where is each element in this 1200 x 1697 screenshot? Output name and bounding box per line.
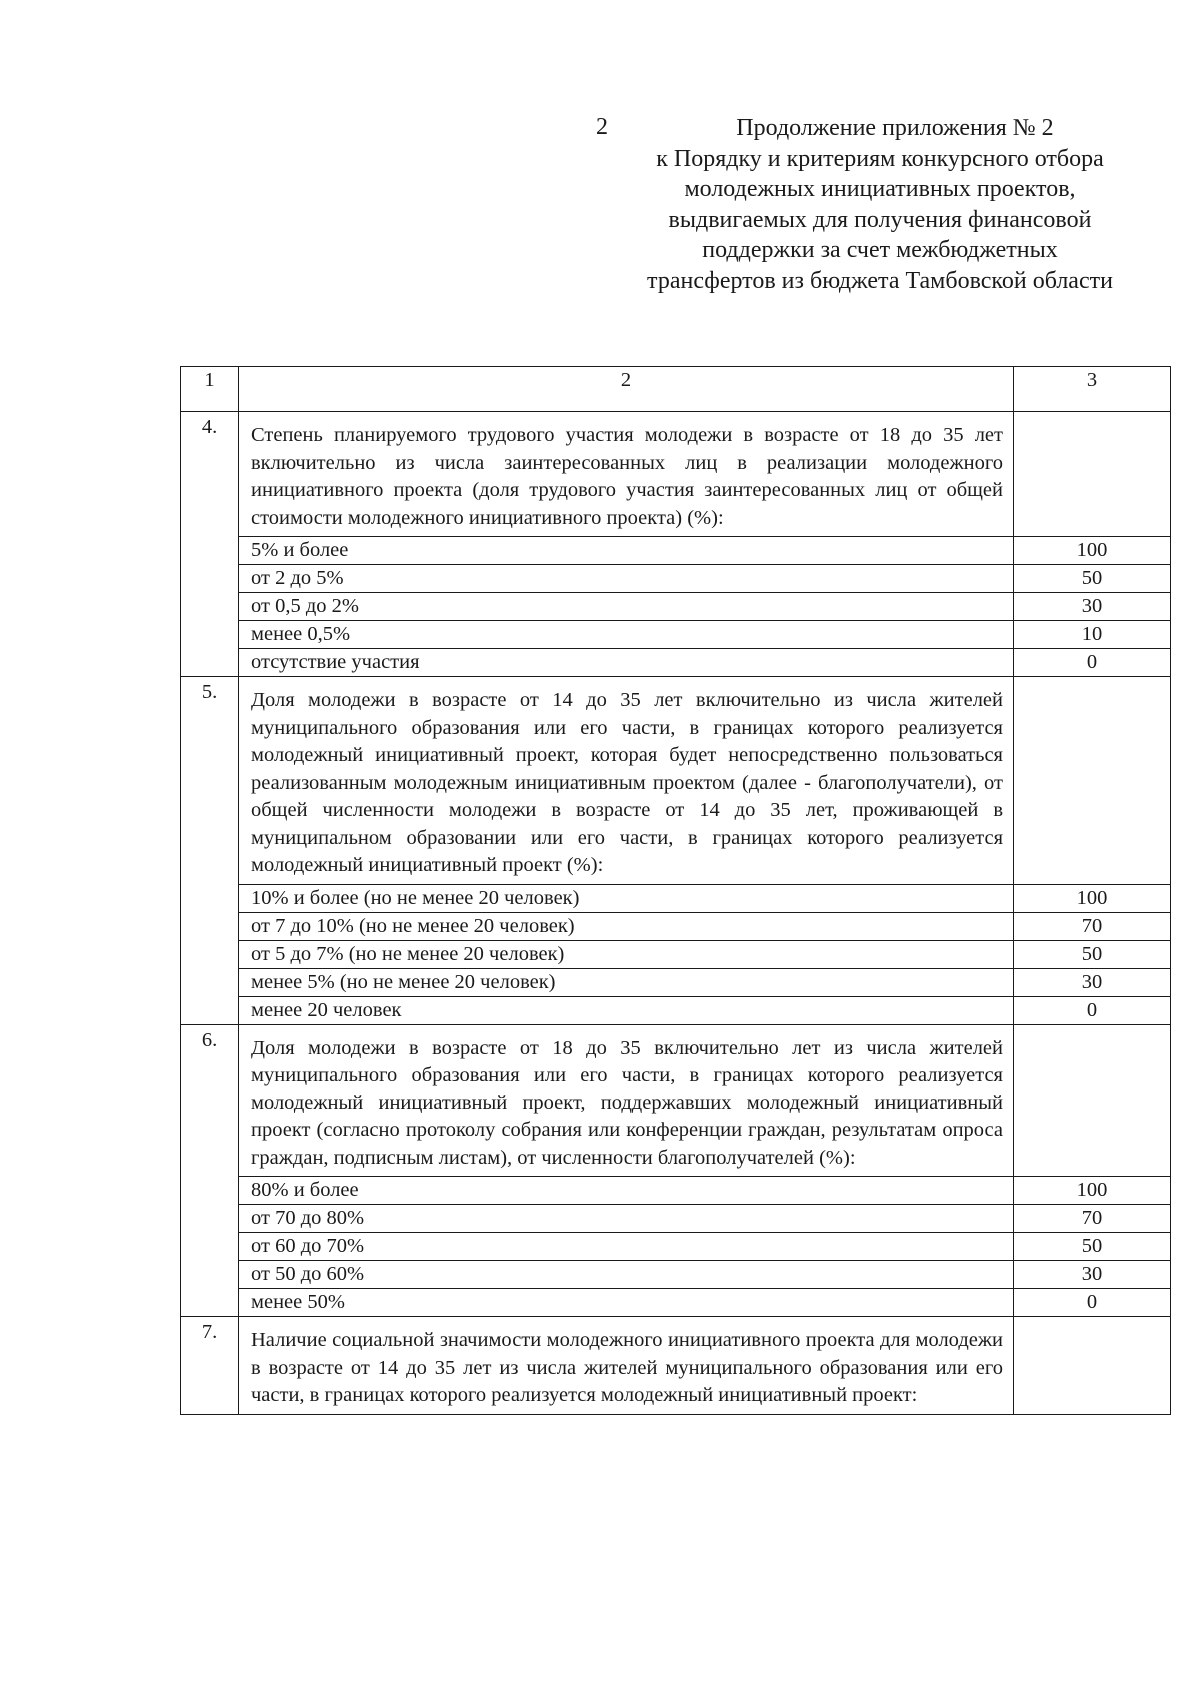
criterion-description: Степень планируемого трудового участия молодежи в возрасте от 18 до 35 лет включительно из числа заинтересованных лиц в реализации молодежного инициативного проекта (доля трудового участия заинтересованных лиц от общей стоимости молодежного инициативного проекта) (%):	[239, 412, 1014, 537]
option-label: от 50 до 60%	[239, 1261, 1014, 1289]
option-score: 100	[1014, 1177, 1171, 1205]
option-score: 0	[1014, 649, 1171, 677]
option-row	[181, 884, 1171, 912]
option-score: 30	[1014, 968, 1171, 996]
option-score: 100	[1014, 537, 1171, 565]
column-header-label: 1	[204, 369, 215, 391]
page-number: 2	[596, 114, 608, 140]
option-label: отсутствие участия	[239, 649, 1014, 677]
option-label: от 60 до 70%	[239, 1233, 1014, 1261]
appendix-header	[600, 113, 1160, 296]
option-score: 30	[1014, 593, 1171, 621]
table-header-row	[181, 367, 1171, 412]
option-row	[181, 649, 1171, 677]
column-header-label: 2	[620, 369, 632, 391]
appendix-subtitle-line: трансфертов из бюджета Тамбовской области	[647, 267, 1113, 294]
appendix-subtitle-line: поддержки за счет межбюджетных	[702, 237, 1058, 263]
option-row	[181, 912, 1171, 940]
option-label: от 70 до 80%	[239, 1205, 1014, 1233]
criterion-score-blank	[1014, 412, 1171, 537]
option-score: 100	[1014, 884, 1171, 912]
option-row	[181, 1205, 1171, 1233]
criterion-score-blank	[1014, 1024, 1171, 1177]
option-label: менее 20 человек	[239, 996, 1014, 1024]
option-label: менее 0,5%	[239, 621, 1014, 649]
criterion-description: Доля молодежи в возрасте от 18 до 35 включительно лет из числа жителей муниципального образования или его части, в границах которого реализуется молодежный инициативный проект, поддержавших молодежный инициативный проект (согласно протоколу собрания или конференции граждан, результатам опроса граждан, подписным листам), от численности благополучателей (%):	[239, 1024, 1014, 1177]
option-row	[181, 1261, 1171, 1289]
column-header	[181, 367, 239, 412]
criterion-row	[181, 1317, 1171, 1415]
option-row	[181, 1177, 1171, 1205]
appendix-subtitle-line: молодежных инициативных проектов,	[684, 176, 1076, 202]
criterion-number: 6.	[181, 1024, 239, 1317]
criterion-description: Наличие социальной значимости молодежного инициативного проекта для молодежи в возрасте от 14 до 35 лет из числа жителей муниципального образования или его части, в границах которого реализуется молодежный инициативный проект:	[239, 1317, 1014, 1415]
option-score: 30	[1014, 1261, 1171, 1289]
appendix-subtitle-line: к Порядку и критериям конкурсного отбора	[656, 145, 1104, 172]
option-row	[181, 1289, 1171, 1317]
option-row	[181, 968, 1171, 996]
criterion-score-blank	[1014, 677, 1171, 885]
option-score: 70	[1014, 912, 1171, 940]
appendix-subtitle-line: выдвигаемых для получения финансовой	[668, 206, 1092, 233]
option-label: менее 5% (но не менее 20 человек)	[239, 968, 1014, 996]
column-header-label: 3	[1086, 369, 1098, 391]
criterion-score-blank	[1014, 1317, 1171, 1415]
option-score: 50	[1014, 1233, 1171, 1261]
criterion-number: 4.	[181, 412, 239, 677]
criterion-row	[181, 677, 1171, 885]
option-row	[181, 537, 1171, 565]
option-row	[181, 565, 1171, 593]
option-score: 0	[1014, 996, 1171, 1024]
option-score: 50	[1014, 565, 1171, 593]
option-label: 80% и более	[239, 1177, 1014, 1205]
option-label: 5% и более	[239, 537, 1014, 565]
option-score: 0	[1014, 1289, 1171, 1317]
criterion-row	[181, 412, 1171, 537]
option-score: 70	[1014, 1205, 1171, 1233]
option-label: менее 50%	[239, 1289, 1014, 1317]
column-header	[1014, 367, 1171, 412]
option-row	[181, 1233, 1171, 1261]
option-label: от 5 до 7% (но не менее 20 человек)	[239, 940, 1014, 968]
criterion-row	[181, 1024, 1171, 1177]
option-label: от 0,5 до 2%	[239, 593, 1014, 621]
criteria-table	[180, 366, 1171, 1415]
option-row	[181, 593, 1171, 621]
option-row	[181, 940, 1171, 968]
option-label: от 2 до 5%	[239, 565, 1014, 593]
option-score: 50	[1014, 940, 1171, 968]
criterion-number: 5.	[181, 677, 239, 1025]
appendix-title: Продолжение приложения № 2	[736, 115, 1054, 141]
option-row	[181, 621, 1171, 649]
criterion-number: 7.	[181, 1317, 239, 1415]
column-header	[239, 367, 1014, 412]
option-row	[181, 996, 1171, 1024]
option-score: 10	[1014, 621, 1171, 649]
option-label: 10% и более (но не менее 20 человек)	[239, 884, 1014, 912]
criterion-description: Доля молодежи в возрасте от 14 до 35 лет включительно из числа жителей муниципального образования или его части, в границах которого реализуется молодежный инициативный проект, которая будет непосредственно пользоваться реализованным молодежным инициативным проектом (далее - благополучатели), от общей численности молодежи в возрасте от 14 до 35 лет, проживающей в муниципальном образовании или его части, в границах которого реализуется молодежный инициативный проект (%):	[239, 677, 1014, 885]
option-label: от 7 до 10% (но не менее 20 человек)	[239, 912, 1014, 940]
